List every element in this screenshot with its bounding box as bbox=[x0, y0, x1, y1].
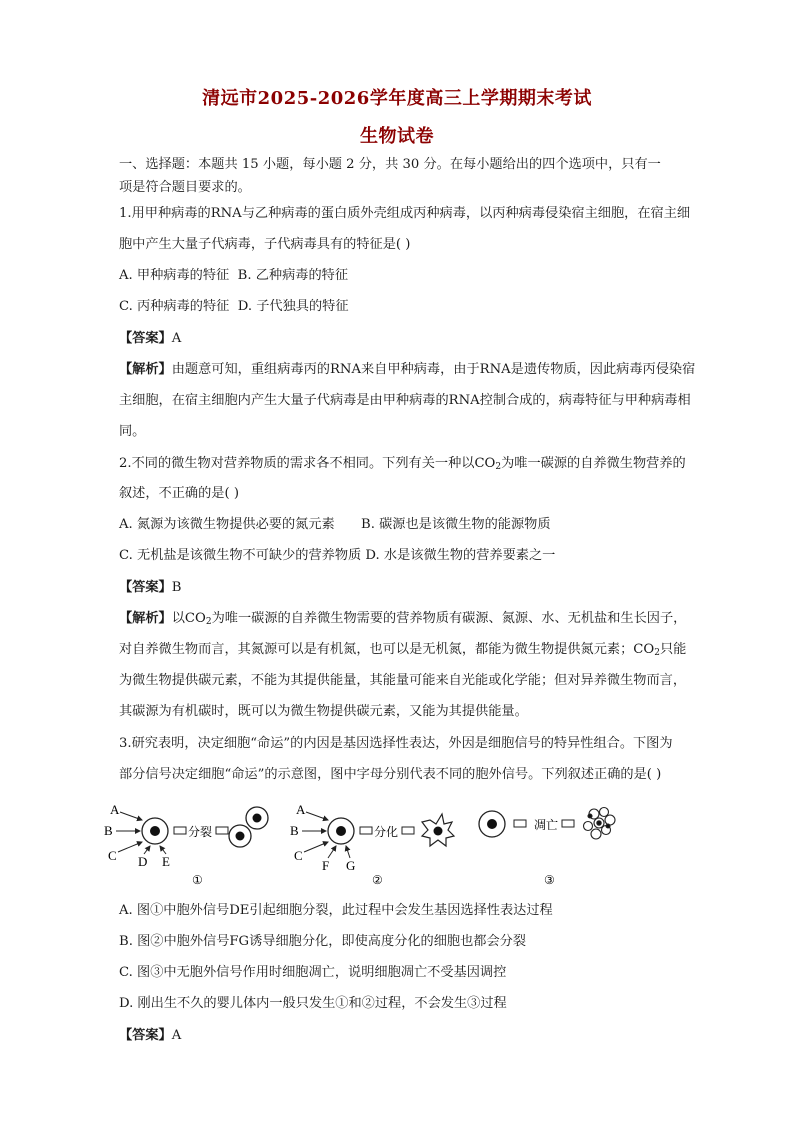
exam-subject: 生物试卷 bbox=[360, 126, 434, 147]
q2-analysis-text-a: 以CO bbox=[171, 611, 206, 626]
signal-label: A bbox=[110, 802, 120, 817]
signal-label: E bbox=[162, 854, 170, 869]
q3-option-b: B. 图②中胞外信号FG诱导细胞分化，即使高度分化的细胞也都会分裂 bbox=[119, 934, 527, 949]
analysis-tag: 【解析】 bbox=[119, 362, 172, 377]
q2-analysis2-text-b: 只能 bbox=[659, 642, 687, 657]
q2-answer-value: B bbox=[171, 580, 182, 595]
q2-stem-subscript: 2 bbox=[495, 462, 502, 472]
q1-analysis-text1: 由题意可知，重组病毒丙的RNA来自甲种病毒，由于RNA是遗传物质，因此病毒丙侵染宿 bbox=[171, 362, 696, 377]
process-label: 分裂 bbox=[188, 825, 213, 839]
q1-analysis-line3: 同。 bbox=[119, 424, 146, 439]
cell-fate-diagram bbox=[100, 790, 640, 890]
signal-label: A bbox=[296, 802, 306, 817]
q2-analysis-line4: 其碳源为有机碳时，既可以为微生物提供碳元素，又能为其提供能量。 bbox=[119, 704, 528, 719]
q2-option-b: B. 碳源也是该微生物的能源物质 bbox=[361, 517, 551, 532]
nucleus bbox=[487, 819, 497, 829]
q2-analysis-line1 bbox=[119, 610, 699, 631]
q3-answer bbox=[119, 1027, 699, 1045]
q3-option-a: A. 图①中胞外信号DE引起细胞分裂，此过程中会发生基因选择性表达过程 bbox=[119, 903, 553, 918]
section-instructions-line2: 项是符合题目要求的。 bbox=[119, 180, 251, 195]
diagram-differentiation bbox=[290, 802, 454, 887]
analysis-tag: 【解析】 bbox=[119, 611, 172, 626]
q2-answer bbox=[119, 579, 699, 597]
q2-stem-line1 bbox=[119, 455, 699, 476]
q2-analysis-subscript: 2 bbox=[205, 617, 212, 627]
signal-label: F bbox=[322, 858, 330, 873]
section-instructions-line1: 一、选择题：本题共 15 小题，每小题 2 分，共 30 分。在每小题给出的四个选项中，只有一 bbox=[119, 157, 661, 172]
q1-option-d: D. 子代独具的特征 bbox=[237, 299, 349, 314]
q3-option-c: C. 图③中无胞外信号作用时细胞凋亡，说明细胞凋亡不受基因调控 bbox=[119, 965, 507, 980]
q3-answer-value: A bbox=[171, 1028, 182, 1043]
q1-options-row2 bbox=[119, 298, 699, 316]
process-label: 分化 bbox=[374, 825, 399, 839]
signal-label: B bbox=[290, 823, 299, 838]
signal-label: C bbox=[108, 848, 117, 863]
q3-option-d: D. 刚出生不久的婴儿体内一般只发生①和②过程，不会发生③过程 bbox=[119, 996, 507, 1011]
q2-analysis-text-b: 为唯一碳源的自养微生物需要的营养物质有碳源、氮源、水、无机盐和生长因子， bbox=[211, 611, 687, 626]
diagram-number: ③ bbox=[544, 873, 555, 887]
nucleus bbox=[336, 826, 346, 836]
answer-tag: 【答案】 bbox=[119, 1028, 172, 1043]
process-label: 凋亡 bbox=[534, 818, 559, 832]
q1-analysis-line1 bbox=[119, 361, 699, 379]
diagram-number: ① bbox=[192, 873, 203, 887]
q2-analysis2-text-a: 对自养微生物而言，其氮源可以是有机氮，也可以是无机氮，都能为微生物提供氮元素；CO bbox=[119, 642, 655, 657]
diagram-apoptosis bbox=[479, 808, 615, 888]
q2-stem-text-a: 2.不同的微生物对营养物质的需求各不相同。下列有关一种以CO bbox=[119, 456, 496, 471]
signal-label: C bbox=[294, 848, 303, 863]
q2-stem-text-b: 为唯一碳源的自养微生物营养的 bbox=[501, 456, 686, 471]
answer-tag: 【答案】 bbox=[119, 580, 172, 595]
q2-analysis2-subscript: 2 bbox=[654, 648, 660, 658]
q1-option-a: A. 甲种病毒的特征 bbox=[119, 268, 230, 283]
q1-answer-value: A bbox=[171, 331, 182, 346]
diagram-division bbox=[104, 802, 268, 887]
signal-label: G bbox=[346, 858, 356, 873]
q2-options-row2 bbox=[119, 547, 699, 565]
signal-label: D bbox=[138, 854, 148, 869]
diagram-number: ② bbox=[372, 873, 383, 887]
q2-option-a: A. 氮源为该微生物提供必要的氮元素 bbox=[119, 517, 335, 532]
q2-stem-line2: 叙述，不正确的是( ) bbox=[119, 486, 239, 501]
answer-tag: 【答案】 bbox=[119, 331, 172, 346]
q2-option-d: D. 水是该微生物的营养要素之一 bbox=[365, 548, 556, 563]
q1-analysis-line2: 主细胞，在宿主细胞内产生大量子代病毒是由甲种病毒的RNA控制合成的，病毒特征与甲种病毒相 bbox=[119, 393, 691, 408]
q2-options-row1 bbox=[119, 516, 699, 534]
q1-stem-line1: 1.用甲种病毒的RNA与乙种病毒的蛋白质外壳组成丙种病毒，以丙种病毒侵染宿主细胞，在宿主细 bbox=[119, 206, 691, 221]
q3-stem-line2: 部分信号决定细胞“命运”的示意图，图中字母分别代表不同的胞外信号。下列叙述正确的是( ) bbox=[119, 767, 662, 782]
q2-analysis-line3: 为微生物提供碳元素，不能为其提供能量，其能量可能来自光能或化学能；但对异养微生物而言， bbox=[119, 673, 687, 688]
nucleus bbox=[150, 826, 160, 836]
q2-analysis-line2 bbox=[119, 641, 699, 662]
exam-title: 清远市2025-2026学年度高三上学期期末考试 bbox=[202, 88, 592, 109]
signal-label: B bbox=[104, 823, 113, 838]
q3-stem-line1: 3.研究表明，决定细胞“命运”的内因是基因选择性表达，外因是细胞信号的特异性组合。下图为 bbox=[119, 736, 673, 751]
q2-option-c: C. 无机盐是该微生物不可缺少的营养物质 bbox=[119, 548, 362, 563]
q1-stem-line2: 胞中产生大量子代病毒，子代病毒具有的特征是( ) bbox=[119, 237, 411, 252]
apoptotic-cell bbox=[584, 808, 616, 840]
q1-option-c: C. 丙种病毒的特征 bbox=[119, 299, 230, 314]
q1-options-row1 bbox=[119, 267, 699, 285]
q1-option-b: B. 乙种病毒的特征 bbox=[237, 268, 349, 283]
q1-answer bbox=[119, 330, 699, 348]
